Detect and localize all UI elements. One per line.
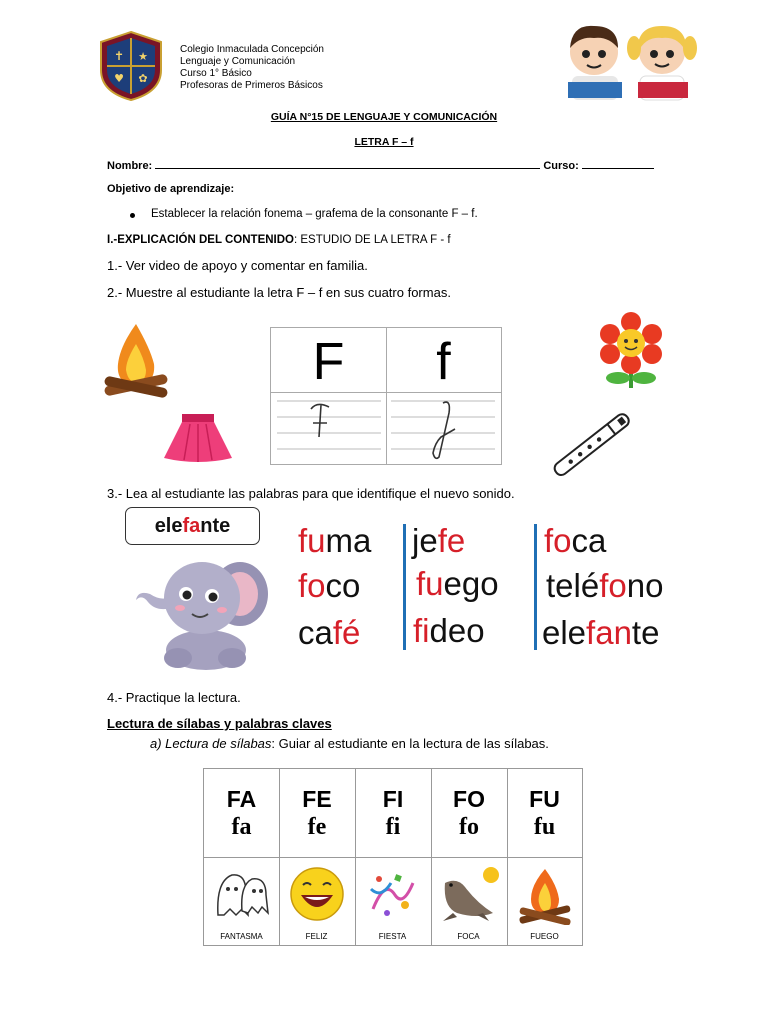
elephant-label-pre: ele [154, 515, 183, 537]
teachers-name: Profesoras de Primeros Básicos [180, 80, 323, 91]
section1-heading-bold: I.-EXPLICACIÓN DEL CONTENIDO [107, 234, 294, 246]
syllable-lower: fa [231, 814, 252, 840]
step-4: 4.- Practique la lectura. [107, 690, 241, 705]
reading-item-text: : Guiar al estudiante en la lectura de las sílabas. [271, 736, 549, 751]
word-fuego-hl: fu [416, 565, 444, 602]
seal-icon [437, 863, 501, 925]
syllable-cell-fe [279, 769, 356, 945]
elephant-illustration [128, 550, 273, 675]
syllable-cell-fu [507, 769, 582, 945]
word-foco [298, 567, 360, 605]
word-fuego [416, 565, 499, 603]
word-fideo-hl: fi [413, 612, 430, 649]
name-label: Nombre: [107, 160, 153, 172]
word-fuma-rest: ma [325, 522, 372, 559]
syllable-word: FIESTA [378, 932, 407, 941]
course-field[interactable] [582, 158, 654, 169]
svg-text:✝: ✝ [113, 49, 125, 63]
course-label: Curso: [543, 160, 579, 172]
syllable-cell-fo [431, 769, 508, 945]
syllable-cell-fi [355, 769, 432, 945]
cursive-letter-lines [271, 393, 501, 463]
word-elefante [542, 614, 659, 652]
word-cafe-hl: fé [332, 614, 361, 651]
reading-item-a [150, 736, 549, 751]
subject-name: Lenguaje y Comunicación [180, 56, 296, 67]
syllable-upper: FE [302, 786, 332, 812]
syllable-upper: FO [453, 786, 485, 812]
svg-text:★: ★ [138, 50, 148, 63]
word-telefono [546, 567, 663, 605]
syllable-cell-fa [204, 769, 280, 945]
word-telefono-pre: telé [546, 567, 600, 604]
kids-reading-illustration [556, 18, 706, 102]
campfire-illustration [100, 320, 172, 402]
word-jefe [412, 522, 465, 560]
grade-name: Curso 1° Básico [180, 68, 252, 79]
word-fuma-hl: fu [298, 522, 326, 559]
word-fuego-rest: ego [443, 565, 499, 602]
word-elefante-rest: te [631, 614, 660, 651]
flute-illustration [545, 405, 640, 485]
elephant-label [125, 507, 260, 545]
syllable-lower: fu [533, 814, 556, 840]
flower-illustration [596, 312, 666, 390]
syllable-word: FANTASMA [220, 932, 263, 941]
word-jefe-hl: fe [437, 522, 466, 559]
objective-bullet: Establecer la relación fonema – grafema de la consonante F – f. [151, 208, 478, 220]
reading-heading: Lectura de sílabas y palabras claves [107, 716, 332, 731]
objective-heading: Objetivo de aprendizaje: [107, 183, 235, 195]
word-fideo [413, 612, 485, 650]
letter-upper-print: F [312, 333, 345, 391]
student-form [107, 158, 654, 172]
word-cafe-pre: ca [298, 614, 333, 651]
skirt-illustration [160, 410, 236, 465]
word-foco-rest: co [325, 567, 361, 604]
name-field[interactable] [155, 158, 540, 169]
word-elefante-hl: fan [586, 614, 632, 651]
step-3: 3.- Lea al estudiante las palabras para que identifique el nuevo sonido. [107, 486, 515, 501]
word-foca-rest: ca [571, 522, 607, 559]
word-foca-hl: fo [544, 522, 572, 559]
word-telefono-rest: no [626, 567, 664, 604]
words-separator-1 [403, 524, 406, 650]
party-confetti-icon [365, 869, 421, 919]
school-crest [95, 30, 167, 102]
syllable-upper: FI [382, 786, 404, 812]
svg-text:✿: ✿ [138, 72, 148, 85]
syllable-upper: FA [226, 786, 257, 812]
letter-lower-print: f [436, 333, 451, 391]
letter-title: LETRA F – f [354, 136, 414, 148]
elephant-label-hl: fa [182, 515, 201, 537]
elephant-label-post: nte [200, 515, 231, 537]
ghost-icon [212, 865, 272, 919]
syllable-lower: fe [307, 814, 327, 840]
word-fideo-rest: deo [429, 612, 485, 649]
section1-heading [107, 234, 451, 246]
word-foco-hl: fo [298, 567, 326, 604]
happy-face-icon [287, 865, 347, 923]
syllable-word: FOCA [457, 932, 480, 941]
word-foca [544, 522, 606, 560]
objective-bullet-dot [130, 213, 135, 218]
school-name: Colegio Inmaculada Concepción [180, 44, 324, 55]
word-elefante-pre: ele [542, 614, 587, 651]
word-cafe [298, 614, 360, 652]
syllable-upper: FU [529, 786, 560, 812]
syllable-word: FELIZ [305, 932, 328, 941]
svg-text:♥: ♥ [114, 72, 124, 85]
step-2: 2.- Muestre al estudiante la letra F – f en sus cuatro formas. [107, 285, 451, 300]
letter-forms-table [270, 327, 502, 465]
fire-icon [515, 865, 575, 925]
syllable-lower: fo [459, 814, 479, 840]
step-1: 1.- Ver video de apoyo y comentar en familia. [107, 258, 368, 273]
word-jefe-pre: je [412, 522, 438, 559]
syllables-table [203, 768, 583, 946]
syllable-word: FUEGO [530, 932, 559, 941]
section1-heading-rest: : ESTUDIO DE LA LETRA F - f [294, 234, 451, 246]
words-separator-2 [534, 524, 537, 650]
guide-title: GUÍA N°15 DE LENGUAJE Y COMUNICACIÓN [270, 111, 498, 123]
word-telefono-hl: fo [599, 567, 627, 604]
syllable-lower: fi [385, 814, 401, 840]
word-fuma [298, 522, 371, 560]
reading-item-label: a) Lectura de sílabas [150, 736, 272, 751]
header-info [180, 44, 440, 92]
